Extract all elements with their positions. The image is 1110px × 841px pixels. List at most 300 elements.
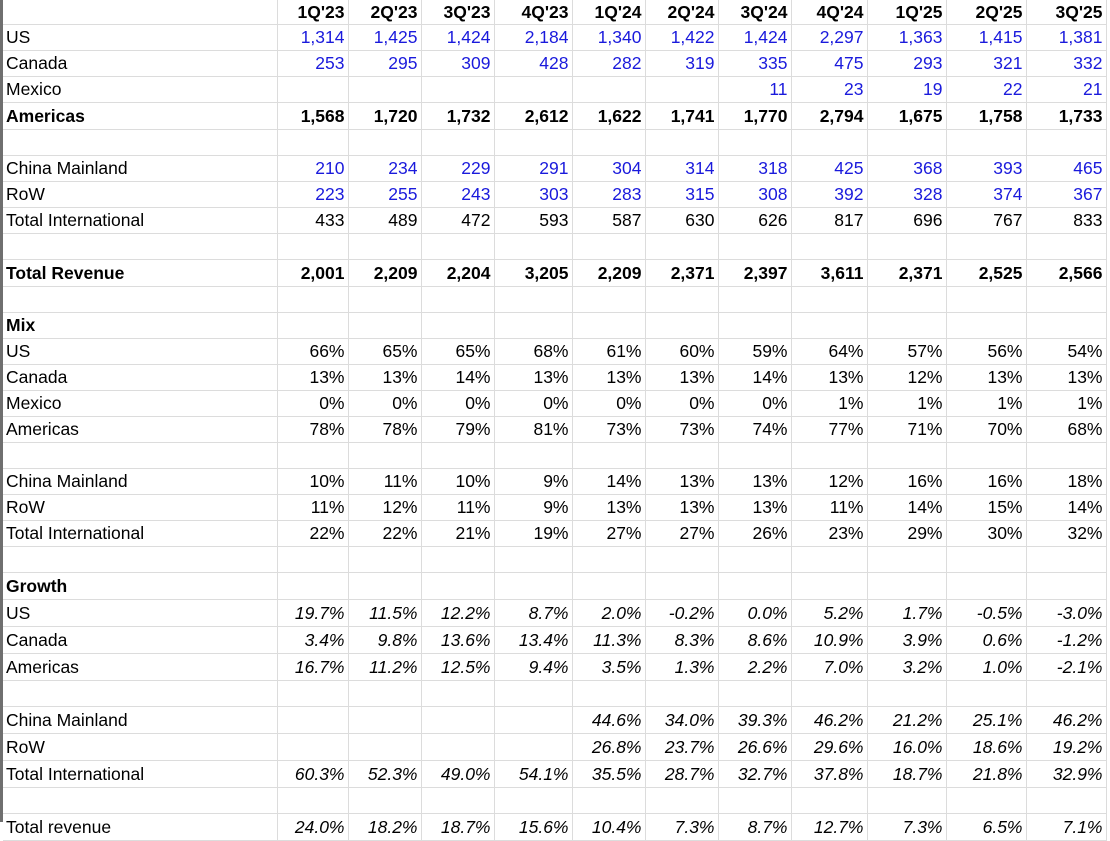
value-cell[interactable]: 1% bbox=[791, 391, 867, 417]
value-cell[interactable]: 321 bbox=[946, 51, 1026, 77]
value-cell[interactable]: 29.6% bbox=[791, 734, 867, 761]
value-cell[interactable]: 283 bbox=[572, 182, 645, 208]
value-cell[interactable]: 319 bbox=[645, 51, 718, 77]
value-cell[interactable]: 22 bbox=[946, 77, 1026, 103]
value-cell[interactable] bbox=[494, 573, 572, 600]
value-cell[interactable] bbox=[946, 788, 1026, 814]
value-cell[interactable] bbox=[946, 573, 1026, 600]
value-cell[interactable]: 2,209 bbox=[572, 260, 645, 287]
row-label-cell[interactable]: Total International bbox=[3, 208, 277, 234]
value-cell[interactable]: 318 bbox=[718, 156, 791, 182]
row-label-cell[interactable] bbox=[3, 547, 277, 573]
value-cell[interactable]: 12% bbox=[791, 469, 867, 495]
value-cell[interactable]: 44.6% bbox=[572, 707, 645, 734]
value-cell[interactable] bbox=[494, 234, 572, 260]
value-cell[interactable] bbox=[1026, 130, 1106, 156]
value-cell[interactable] bbox=[277, 573, 348, 600]
column-header-cell[interactable]: 3Q'24 bbox=[718, 0, 791, 25]
value-cell[interactable]: 22% bbox=[277, 521, 348, 547]
value-cell[interactable]: 295 bbox=[348, 51, 421, 77]
value-cell[interactable] bbox=[421, 573, 494, 600]
value-cell[interactable]: 24.0% bbox=[277, 814, 348, 841]
value-cell[interactable]: 65% bbox=[421, 339, 494, 365]
value-cell[interactable] bbox=[645, 313, 718, 339]
value-cell[interactable]: 2,204 bbox=[421, 260, 494, 287]
value-cell[interactable]: 2,297 bbox=[791, 25, 867, 51]
value-cell[interactable]: 8.7% bbox=[494, 600, 572, 627]
row-label-cell[interactable]: Canada bbox=[3, 627, 277, 654]
value-cell[interactable]: 0% bbox=[277, 391, 348, 417]
value-cell[interactable]: 27% bbox=[572, 521, 645, 547]
value-cell[interactable]: 1.7% bbox=[867, 600, 946, 627]
value-cell[interactable] bbox=[277, 681, 348, 707]
value-cell[interactable] bbox=[348, 287, 421, 313]
value-cell[interactable]: 8.6% bbox=[718, 627, 791, 654]
value-cell[interactable]: 61% bbox=[572, 339, 645, 365]
value-cell[interactable]: 46.2% bbox=[791, 707, 867, 734]
value-cell[interactable]: 2,612 bbox=[494, 103, 572, 130]
value-cell[interactable]: 1,363 bbox=[867, 25, 946, 51]
column-header-cell[interactable]: 4Q'23 bbox=[494, 0, 572, 25]
value-cell[interactable]: 2.0% bbox=[572, 600, 645, 627]
value-cell[interactable]: 39.3% bbox=[718, 707, 791, 734]
value-cell[interactable] bbox=[572, 573, 645, 600]
value-cell[interactable]: 13.4% bbox=[494, 627, 572, 654]
value-cell[interactable]: 11% bbox=[421, 495, 494, 521]
row-label-cell[interactable]: China Mainland bbox=[3, 707, 277, 734]
value-cell[interactable]: 335 bbox=[718, 51, 791, 77]
value-cell[interactable]: 393 bbox=[946, 156, 1026, 182]
value-cell[interactable] bbox=[348, 788, 421, 814]
value-cell[interactable]: 11 bbox=[718, 77, 791, 103]
value-cell[interactable]: 10% bbox=[277, 469, 348, 495]
value-cell[interactable]: 32.9% bbox=[1026, 761, 1106, 788]
row-label-cell[interactable]: Canada bbox=[3, 365, 277, 391]
value-cell[interactable] bbox=[946, 443, 1026, 469]
row-label-cell[interactable]: Mix bbox=[3, 313, 277, 339]
value-cell[interactable]: 18.7% bbox=[421, 814, 494, 841]
value-cell[interactable]: 70% bbox=[946, 417, 1026, 443]
value-cell[interactable] bbox=[494, 681, 572, 707]
value-cell[interactable]: 18.2% bbox=[348, 814, 421, 841]
value-cell[interactable]: 12.5% bbox=[421, 654, 494, 681]
column-header-cell[interactable]: 1Q'24 bbox=[572, 0, 645, 25]
value-cell[interactable]: 73% bbox=[645, 417, 718, 443]
value-cell[interactable]: 243 bbox=[421, 182, 494, 208]
value-cell[interactable]: -1.2% bbox=[1026, 627, 1106, 654]
row-label-cell[interactable]: Growth bbox=[3, 573, 277, 600]
value-cell[interactable] bbox=[494, 788, 572, 814]
value-cell[interactable]: 7.0% bbox=[791, 654, 867, 681]
value-cell[interactable]: 1,675 bbox=[867, 103, 946, 130]
value-cell[interactable]: 26.8% bbox=[572, 734, 645, 761]
value-cell[interactable] bbox=[494, 707, 572, 734]
value-cell[interactable]: 23 bbox=[791, 77, 867, 103]
value-cell[interactable]: 9.8% bbox=[348, 627, 421, 654]
value-cell[interactable] bbox=[348, 443, 421, 469]
value-cell[interactable]: 21 bbox=[1026, 77, 1106, 103]
value-cell[interactable] bbox=[645, 788, 718, 814]
value-cell[interactable] bbox=[791, 443, 867, 469]
value-cell[interactable] bbox=[867, 313, 946, 339]
value-cell[interactable]: 2,184 bbox=[494, 25, 572, 51]
value-cell[interactable] bbox=[421, 547, 494, 573]
value-cell[interactable] bbox=[946, 234, 1026, 260]
value-cell[interactable] bbox=[791, 287, 867, 313]
row-label-cell[interactable]: Mexico bbox=[3, 391, 277, 417]
value-cell[interactable]: 8.7% bbox=[718, 814, 791, 841]
row-label-cell[interactable]: Total International bbox=[3, 521, 277, 547]
value-cell[interactable]: 60% bbox=[645, 339, 718, 365]
value-cell[interactable]: 0% bbox=[645, 391, 718, 417]
value-cell[interactable]: 1% bbox=[1026, 391, 1106, 417]
value-cell[interactable] bbox=[421, 707, 494, 734]
value-cell[interactable]: 1% bbox=[867, 391, 946, 417]
value-cell[interactable] bbox=[791, 130, 867, 156]
value-cell[interactable]: 1,381 bbox=[1026, 25, 1106, 51]
value-cell[interactable] bbox=[494, 734, 572, 761]
value-cell[interactable]: 52.3% bbox=[348, 761, 421, 788]
value-cell[interactable]: 13.6% bbox=[421, 627, 494, 654]
value-cell[interactable] bbox=[494, 547, 572, 573]
value-cell[interactable]: 630 bbox=[645, 208, 718, 234]
value-cell[interactable]: 49.0% bbox=[421, 761, 494, 788]
value-cell[interactable]: 7.1% bbox=[1026, 814, 1106, 841]
value-cell[interactable]: 367 bbox=[1026, 182, 1106, 208]
value-cell[interactable]: 68% bbox=[1026, 417, 1106, 443]
value-cell[interactable]: 1,425 bbox=[348, 25, 421, 51]
value-cell[interactable]: 234 bbox=[348, 156, 421, 182]
value-cell[interactable]: 13% bbox=[718, 469, 791, 495]
value-cell[interactable]: 13% bbox=[946, 365, 1026, 391]
value-cell[interactable]: -3.0% bbox=[1026, 600, 1106, 627]
row-label-cell[interactable]: RoW bbox=[3, 182, 277, 208]
value-cell[interactable]: 13% bbox=[1026, 365, 1106, 391]
value-cell[interactable]: 2,397 bbox=[718, 260, 791, 287]
value-cell[interactable]: 587 bbox=[572, 208, 645, 234]
value-cell[interactable]: 368 bbox=[867, 156, 946, 182]
value-cell[interactable]: 13% bbox=[791, 365, 867, 391]
value-cell[interactable] bbox=[946, 681, 1026, 707]
column-header-cell[interactable]: 3Q'23 bbox=[421, 0, 494, 25]
value-cell[interactable] bbox=[1026, 681, 1106, 707]
value-cell[interactable] bbox=[645, 547, 718, 573]
row-label-cell[interactable]: Total revenue bbox=[3, 814, 277, 841]
value-cell[interactable] bbox=[572, 443, 645, 469]
value-cell[interactable]: 767 bbox=[946, 208, 1026, 234]
value-cell[interactable]: 13% bbox=[572, 365, 645, 391]
value-cell[interactable] bbox=[946, 547, 1026, 573]
value-cell[interactable] bbox=[791, 313, 867, 339]
value-cell[interactable]: 78% bbox=[348, 417, 421, 443]
value-cell[interactable] bbox=[718, 547, 791, 573]
value-cell[interactable]: 3.4% bbox=[277, 627, 348, 654]
value-cell[interactable] bbox=[421, 313, 494, 339]
value-cell[interactable]: 1,424 bbox=[421, 25, 494, 51]
value-cell[interactable]: 696 bbox=[867, 208, 946, 234]
value-cell[interactable] bbox=[867, 547, 946, 573]
value-cell[interactable] bbox=[1026, 443, 1106, 469]
value-cell[interactable]: 9.4% bbox=[494, 654, 572, 681]
value-cell[interactable] bbox=[277, 287, 348, 313]
value-cell[interactable]: 64% bbox=[791, 339, 867, 365]
value-cell[interactable] bbox=[348, 234, 421, 260]
value-cell[interactable]: 28.7% bbox=[645, 761, 718, 788]
value-cell[interactable]: 2,525 bbox=[946, 260, 1026, 287]
value-cell[interactable]: 223 bbox=[277, 182, 348, 208]
value-cell[interactable] bbox=[277, 130, 348, 156]
value-cell[interactable] bbox=[718, 681, 791, 707]
value-cell[interactable] bbox=[572, 234, 645, 260]
value-cell[interactable]: 11.5% bbox=[348, 600, 421, 627]
row-label-cell[interactable]: RoW bbox=[3, 734, 277, 761]
value-cell[interactable]: 1,415 bbox=[946, 25, 1026, 51]
value-cell[interactable] bbox=[277, 77, 348, 103]
column-header-cell[interactable]: 4Q'24 bbox=[791, 0, 867, 25]
value-cell[interactable]: 308 bbox=[718, 182, 791, 208]
value-cell[interactable] bbox=[718, 130, 791, 156]
value-cell[interactable]: 19 bbox=[867, 77, 946, 103]
column-header-cell[interactable]: 2Q'23 bbox=[348, 0, 421, 25]
value-cell[interactable]: 1.0% bbox=[946, 654, 1026, 681]
value-cell[interactable]: 60.3% bbox=[277, 761, 348, 788]
value-cell[interactable] bbox=[348, 681, 421, 707]
value-cell[interactable]: 1,741 bbox=[645, 103, 718, 130]
value-cell[interactable]: 9% bbox=[494, 469, 572, 495]
value-cell[interactable]: -0.5% bbox=[946, 600, 1026, 627]
value-cell[interactable] bbox=[718, 234, 791, 260]
value-cell[interactable]: 12.7% bbox=[791, 814, 867, 841]
value-cell[interactable]: 11% bbox=[348, 469, 421, 495]
value-cell[interactable]: 56% bbox=[946, 339, 1026, 365]
value-cell[interactable]: 2,371 bbox=[645, 260, 718, 287]
value-cell[interactable]: 14% bbox=[1026, 495, 1106, 521]
value-cell[interactable] bbox=[867, 287, 946, 313]
value-cell[interactable]: 255 bbox=[348, 182, 421, 208]
value-cell[interactable] bbox=[867, 788, 946, 814]
value-cell[interactable]: 19.7% bbox=[277, 600, 348, 627]
value-cell[interactable] bbox=[572, 130, 645, 156]
value-cell[interactable]: 626 bbox=[718, 208, 791, 234]
value-cell[interactable]: 11.3% bbox=[572, 627, 645, 654]
value-cell[interactable]: 315 bbox=[645, 182, 718, 208]
value-cell[interactable] bbox=[718, 573, 791, 600]
value-cell[interactable] bbox=[946, 287, 1026, 313]
row-label-cell[interactable]: US bbox=[3, 600, 277, 627]
value-cell[interactable]: 2,566 bbox=[1026, 260, 1106, 287]
value-cell[interactable]: 21.2% bbox=[867, 707, 946, 734]
row-label-cell[interactable]: Canada bbox=[3, 51, 277, 77]
value-cell[interactable]: 16% bbox=[946, 469, 1026, 495]
value-cell[interactable] bbox=[494, 287, 572, 313]
value-cell[interactable]: 79% bbox=[421, 417, 494, 443]
value-cell[interactable] bbox=[421, 77, 494, 103]
value-cell[interactable] bbox=[1026, 788, 1106, 814]
value-cell[interactable] bbox=[348, 573, 421, 600]
value-cell[interactable]: 1,758 bbox=[946, 103, 1026, 130]
value-cell[interactable] bbox=[572, 287, 645, 313]
value-cell[interactable]: 10.9% bbox=[791, 627, 867, 654]
value-cell[interactable]: 1,733 bbox=[1026, 103, 1106, 130]
value-cell[interactable] bbox=[494, 130, 572, 156]
value-cell[interactable]: 14% bbox=[867, 495, 946, 521]
value-cell[interactable] bbox=[277, 707, 348, 734]
value-cell[interactable]: 14% bbox=[572, 469, 645, 495]
value-cell[interactable]: 2.2% bbox=[718, 654, 791, 681]
value-cell[interactable]: 12% bbox=[348, 495, 421, 521]
value-cell[interactable] bbox=[572, 313, 645, 339]
value-cell[interactable] bbox=[421, 234, 494, 260]
value-cell[interactable]: 0% bbox=[494, 391, 572, 417]
value-cell[interactable]: 13% bbox=[645, 365, 718, 391]
value-cell[interactable] bbox=[718, 443, 791, 469]
row-label-cell[interactable]: Americas bbox=[3, 654, 277, 681]
row-label-cell[interactable]: US bbox=[3, 339, 277, 365]
value-cell[interactable]: 8.3% bbox=[645, 627, 718, 654]
row-label-cell[interactable]: Americas bbox=[3, 103, 277, 130]
value-cell[interactable]: 465 bbox=[1026, 156, 1106, 182]
value-cell[interactable]: 428 bbox=[494, 51, 572, 77]
value-cell[interactable]: -0.2% bbox=[645, 600, 718, 627]
value-cell[interactable] bbox=[494, 313, 572, 339]
row-label-cell[interactable]: US bbox=[3, 25, 277, 51]
value-cell[interactable] bbox=[946, 130, 1026, 156]
value-cell[interactable]: 11% bbox=[791, 495, 867, 521]
value-cell[interactable]: 10.4% bbox=[572, 814, 645, 841]
value-cell[interactable]: 23% bbox=[791, 521, 867, 547]
value-cell[interactable]: 1.3% bbox=[645, 654, 718, 681]
value-cell[interactable]: 1,314 bbox=[277, 25, 348, 51]
value-cell[interactable] bbox=[421, 788, 494, 814]
value-cell[interactable] bbox=[718, 313, 791, 339]
value-cell[interactable]: 16.0% bbox=[867, 734, 946, 761]
value-cell[interactable]: 1,732 bbox=[421, 103, 494, 130]
value-cell[interactable]: 210 bbox=[277, 156, 348, 182]
value-cell[interactable] bbox=[348, 734, 421, 761]
value-cell[interactable] bbox=[791, 234, 867, 260]
value-cell[interactable]: 12% bbox=[867, 365, 946, 391]
value-cell[interactable] bbox=[348, 77, 421, 103]
value-cell[interactable]: 332 bbox=[1026, 51, 1106, 77]
value-cell[interactable]: 19% bbox=[494, 521, 572, 547]
value-cell[interactable] bbox=[277, 788, 348, 814]
value-cell[interactable]: 392 bbox=[791, 182, 867, 208]
value-cell[interactable]: 59% bbox=[718, 339, 791, 365]
value-cell[interactable]: 11.2% bbox=[348, 654, 421, 681]
value-cell[interactable]: 71% bbox=[867, 417, 946, 443]
value-cell[interactable] bbox=[645, 287, 718, 313]
value-cell[interactable]: 11% bbox=[277, 495, 348, 521]
row-label-cell[interactable] bbox=[3, 788, 277, 814]
value-cell[interactable]: 23.7% bbox=[645, 734, 718, 761]
value-cell[interactable] bbox=[348, 130, 421, 156]
value-cell[interactable]: 303 bbox=[494, 182, 572, 208]
value-cell[interactable] bbox=[791, 547, 867, 573]
value-cell[interactable]: 15.6% bbox=[494, 814, 572, 841]
value-cell[interactable] bbox=[791, 788, 867, 814]
value-cell[interactable] bbox=[645, 573, 718, 600]
value-cell[interactable]: 26% bbox=[718, 521, 791, 547]
value-cell[interactable] bbox=[1026, 573, 1106, 600]
value-cell[interactable]: 54% bbox=[1026, 339, 1106, 365]
value-cell[interactable]: 57% bbox=[867, 339, 946, 365]
value-cell[interactable]: 13% bbox=[645, 469, 718, 495]
value-cell[interactable] bbox=[867, 573, 946, 600]
value-cell[interactable] bbox=[645, 234, 718, 260]
value-cell[interactable] bbox=[348, 547, 421, 573]
value-cell[interactable] bbox=[421, 443, 494, 469]
value-cell[interactable]: 13% bbox=[494, 365, 572, 391]
row-label-cell[interactable] bbox=[3, 681, 277, 707]
value-cell[interactable]: 7.3% bbox=[867, 814, 946, 841]
value-cell[interactable]: 9% bbox=[494, 495, 572, 521]
value-cell[interactable] bbox=[277, 734, 348, 761]
value-cell[interactable]: 475 bbox=[791, 51, 867, 77]
value-cell[interactable]: 74% bbox=[718, 417, 791, 443]
value-cell[interactable] bbox=[645, 77, 718, 103]
value-cell[interactable] bbox=[421, 681, 494, 707]
value-cell[interactable]: 1,770 bbox=[718, 103, 791, 130]
value-cell[interactable]: 2,794 bbox=[791, 103, 867, 130]
value-cell[interactable] bbox=[718, 287, 791, 313]
value-cell[interactable]: 229 bbox=[421, 156, 494, 182]
row-label-cell[interactable] bbox=[3, 287, 277, 313]
value-cell[interactable]: 374 bbox=[946, 182, 1026, 208]
value-cell[interactable]: 3.2% bbox=[867, 654, 946, 681]
value-cell[interactable]: 833 bbox=[1026, 208, 1106, 234]
value-cell[interactable]: 0% bbox=[718, 391, 791, 417]
value-cell[interactable]: 13% bbox=[348, 365, 421, 391]
value-cell[interactable] bbox=[277, 313, 348, 339]
row-label-cell[interactable]: Americas bbox=[3, 417, 277, 443]
value-cell[interactable]: 5.2% bbox=[791, 600, 867, 627]
row-label-cell[interactable]: China Mainland bbox=[3, 156, 277, 182]
value-cell[interactable]: 15% bbox=[946, 495, 1026, 521]
value-cell[interactable] bbox=[572, 681, 645, 707]
value-cell[interactable]: 0% bbox=[348, 391, 421, 417]
value-cell[interactable]: 35.5% bbox=[572, 761, 645, 788]
value-cell[interactable]: 13% bbox=[645, 495, 718, 521]
row-label-cell[interactable]: RoW bbox=[3, 495, 277, 521]
value-cell[interactable]: 253 bbox=[277, 51, 348, 77]
value-cell[interactable]: 78% bbox=[277, 417, 348, 443]
value-cell[interactable] bbox=[494, 443, 572, 469]
value-cell[interactable]: 309 bbox=[421, 51, 494, 77]
value-cell[interactable]: 0% bbox=[572, 391, 645, 417]
value-cell[interactable] bbox=[1026, 547, 1106, 573]
value-cell[interactable]: 18.6% bbox=[946, 734, 1026, 761]
value-cell[interactable]: 1,422 bbox=[645, 25, 718, 51]
value-cell[interactable] bbox=[791, 573, 867, 600]
value-cell[interactable] bbox=[421, 130, 494, 156]
value-cell[interactable]: 3,205 bbox=[494, 260, 572, 287]
value-cell[interactable] bbox=[421, 287, 494, 313]
value-cell[interactable]: 21.8% bbox=[946, 761, 1026, 788]
value-cell[interactable]: 314 bbox=[645, 156, 718, 182]
value-cell[interactable]: 30% bbox=[946, 521, 1026, 547]
row-label-cell[interactable] bbox=[3, 443, 277, 469]
column-header-cell[interactable]: 2Q'25 bbox=[946, 0, 1026, 25]
value-cell[interactable] bbox=[1026, 313, 1106, 339]
value-cell[interactable]: 29% bbox=[867, 521, 946, 547]
value-cell[interactable]: 54.1% bbox=[494, 761, 572, 788]
value-cell[interactable]: 81% bbox=[494, 417, 572, 443]
column-header-cell[interactable]: 2Q'24 bbox=[645, 0, 718, 25]
value-cell[interactable]: 19.2% bbox=[1026, 734, 1106, 761]
value-cell[interactable]: 1,340 bbox=[572, 25, 645, 51]
value-cell[interactable] bbox=[867, 443, 946, 469]
value-cell[interactable]: 27% bbox=[645, 521, 718, 547]
